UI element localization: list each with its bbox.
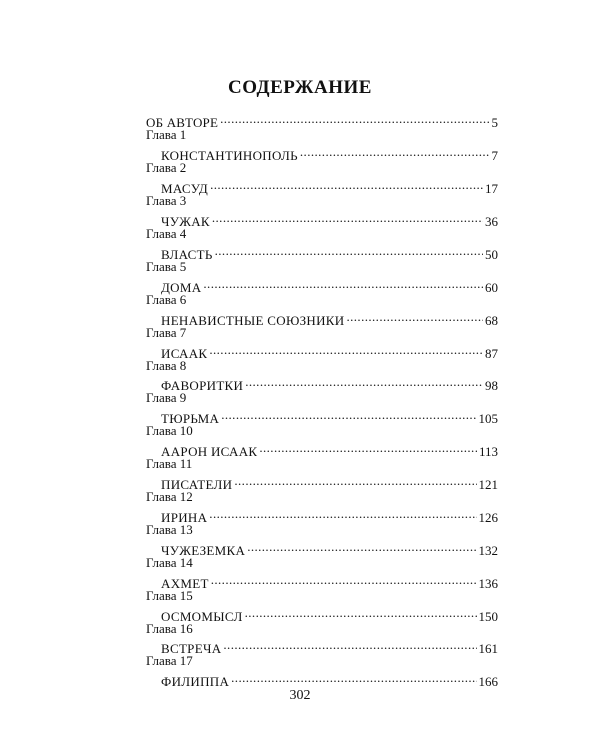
toc-entry-about-author	[146, 111, 498, 131]
dot-leader	[231, 670, 476, 686]
toc-entry	[146, 506, 498, 525]
chapter-number: Глава 7	[146, 324, 187, 340]
chapter-number: Глава 10	[146, 423, 193, 439]
page-number: 302	[289, 688, 311, 703]
chapter-number: Глава 1	[146, 127, 187, 143]
toc-entry	[146, 374, 498, 394]
toc-entry-page: 68	[485, 312, 498, 328]
dot-leader	[300, 144, 490, 160]
chapter-number: Глава 12	[146, 489, 193, 505]
toc-entry-page: 105	[478, 411, 498, 427]
toc-entry-page: 36	[485, 214, 498, 230]
toc-entry-title: МАСУД	[161, 181, 209, 197]
toc-entry-title: НЕНАВИСТНЫЕ СОЮЗНИКИ	[161, 312, 345, 328]
toc-entry	[146, 144, 498, 164]
toc-entry	[146, 177, 498, 197]
toc-entry	[146, 407, 498, 427]
toc-entry-page: 7	[491, 148, 498, 164]
toc-entry	[146, 637, 498, 657]
toc-entry	[146, 243, 498, 262]
toc-entry	[146, 571, 498, 591]
page-title: СОДЕРЖАНИЕ	[228, 77, 372, 98]
table-of-contents	[146, 111, 498, 690]
chapter-number: Глава 3	[146, 193, 187, 209]
toc-entry-title: ДОМА	[161, 279, 202, 295]
dot-leader	[234, 473, 476, 489]
toc-entry-title: ИРИНА	[161, 509, 208, 525]
toc-entry-page: 132	[478, 542, 498, 558]
toc-entry	[146, 670, 498, 690]
toc-entry-title: ОСМОМЫСЛ	[161, 608, 243, 624]
chapter-number: Глава 9	[146, 390, 187, 406]
dot-leader	[346, 308, 483, 324]
toc-entry-title: ЧУЖАК	[161, 214, 210, 230]
chapter-number: Глава 4	[146, 226, 187, 242]
toc-entry-page: 5	[491, 115, 498, 131]
toc-entry-title: ИСААК	[161, 345, 208, 361]
chapter-number: Глава 16	[146, 620, 193, 636]
chapter-number: Глава 17	[146, 653, 193, 669]
toc-entry-page: 17	[485, 181, 498, 197]
toc-entry-page: 121	[478, 477, 498, 493]
toc-entry-page: 126	[478, 509, 498, 525]
toc-entry-title: КОНСТАНТИНОПОЛЬ	[161, 148, 298, 164]
toc-entry-page: 150	[478, 608, 498, 624]
toc-entry-page: 60	[485, 279, 498, 295]
toc-entry	[146, 308, 498, 328]
toc-entry-page: 50	[485, 246, 498, 262]
toc-entry-title: ПИСАТЕЛИ	[161, 477, 233, 493]
toc-entry	[146, 604, 498, 624]
toc-entry-title: ОБ АВТОРЕ	[146, 115, 219, 131]
chapter-number: Глава 14	[146, 554, 193, 570]
toc-entry-page: 166	[478, 674, 498, 690]
toc-entry-page: 161	[478, 641, 498, 657]
chapter-number: Глава 15	[146, 587, 193, 603]
toc-entry-title: ААРОН ИСААК	[161, 444, 258, 460]
toc-entry-title: ТЮРЬМА	[161, 411, 220, 427]
toc-entry	[146, 473, 498, 493]
toc-entry	[146, 538, 498, 558]
toc-entry-page: 113	[478, 444, 498, 460]
chapter-number: Глава 2	[146, 160, 187, 176]
toc-entry-title: ВЛАСТЬ	[161, 246, 213, 262]
chapter-number: Глава 13	[146, 521, 193, 537]
toc-entry	[146, 210, 498, 230]
toc-entry-title: АХМЕТ	[161, 575, 209, 591]
toc-entry	[146, 341, 498, 361]
dot-leader	[212, 210, 483, 226]
toc-entry-title: ЧУЖЕЗЕМКА	[161, 542, 246, 558]
toc-entry-title: ВСТРЕЧА	[161, 641, 222, 657]
toc-entry-title: ФАВОРИТКИ	[161, 378, 244, 394]
chapter-number: Глава 8	[146, 357, 187, 373]
toc-entry-page: 87	[485, 345, 498, 361]
dot-leader	[209, 506, 476, 522]
dot-leader	[209, 341, 483, 357]
chapter-number: Глава 5	[146, 258, 187, 274]
dot-leader	[245, 374, 483, 390]
toc-entry	[146, 440, 498, 460]
dot-leader	[245, 604, 477, 620]
dot-leader	[203, 275, 483, 291]
chapter-number: Глава 6	[146, 291, 187, 307]
dot-leader	[223, 637, 476, 653]
toc-entry	[146, 275, 498, 295]
dot-leader	[211, 571, 477, 587]
dot-leader	[259, 440, 477, 456]
toc-entry-page: 136	[478, 575, 498, 591]
dot-leader	[220, 111, 489, 127]
toc-entry-title: ФИЛИППА	[161, 674, 230, 690]
dot-leader	[221, 407, 476, 423]
dot-leader	[247, 538, 476, 554]
dot-leader	[215, 243, 483, 259]
chapter-number: Глава 11	[146, 456, 193, 472]
dot-leader	[210, 177, 483, 193]
toc-entry-page: 98	[485, 378, 498, 394]
